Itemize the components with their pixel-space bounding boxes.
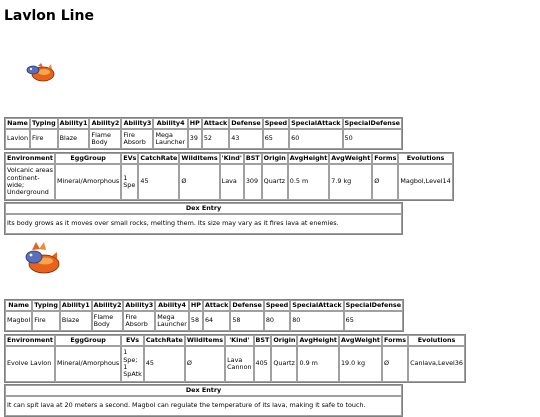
header-special-attack: SpecialAttack [289,118,342,129]
cell-egg-group: Mineral/Amorphous [55,164,121,200]
header-kind: 'Kind' [225,335,253,346]
cell-typing: Fire [30,129,58,149]
stats-header-row [5,300,403,311]
header-bst: BST [254,335,272,346]
stats-table [4,117,403,150]
cell-hp: 58 [189,311,203,331]
details-table [4,334,466,383]
lavlon-sprite-graphic [24,60,56,84]
cell-forms: Ø [382,346,408,382]
magbol-sprite-graphic [22,240,62,276]
header-ability4: Ability4 [155,300,189,311]
header-special-defense: SpecialDefense [344,300,403,311]
cell-avg-weight: 19.0 kg [339,346,382,382]
header-catch-rate: CatchRate [144,335,185,346]
cell-special-defense: 50 [343,129,402,149]
header-evolutions: Evolutions [408,335,465,346]
header-hp: HP [188,118,202,129]
stats-table [4,299,404,332]
header-avg-weight: AvgWeight [329,153,372,164]
header-ability4: Ability4 [153,118,187,129]
header-catch-rate: CatchRate [138,153,179,164]
lavlon-sprite-icon [24,60,56,88]
header-avg-height: AvgHeight [288,153,330,164]
stats-row [5,311,403,331]
details-header-row [5,153,453,164]
cell-wild-items: Ø [185,346,225,382]
cell-speed: 80 [264,311,290,331]
header-avg-height: AvgHeight [297,335,339,346]
cell-special-defense: 65 [344,311,403,331]
header-egg-group: EggGroup [55,153,121,164]
header-ability3: Ability3 [123,300,155,311]
cell-kind: Lava [220,164,244,200]
header-origin: Origin [271,335,297,346]
cell-egg-group: Mineral/Amorphous [55,346,121,382]
header-special-attack: SpecialAttack [290,300,343,311]
header-egg-group: EggGroup [55,335,121,346]
header-ability1: Ability1 [58,118,90,129]
cell-environment: Evolve Lavlon [5,346,55,382]
header-wild-items: WildItems [179,153,219,164]
cell-origin: Quartz [271,346,297,382]
cell-avg-height: 0.5 m [288,164,330,200]
header-ability1: Ability1 [60,300,92,311]
header-typing: Typing [32,300,60,311]
cell-origin: Quartz [262,164,288,200]
header-defense: Defense [229,118,262,129]
header-dex-entry: Dex Entry [5,385,402,396]
cell-catch-rate: 45 [138,164,179,200]
cell-attack: 64 [203,311,230,331]
cell-evs: 1 Spe [121,164,138,200]
header-speed: Speed [264,300,290,311]
cell-typing: Fire [32,311,60,331]
cell-ability2: Flame Body [92,311,124,331]
header-origin: Origin [262,153,288,164]
cell-special-attack: 60 [289,129,342,149]
details-table [4,152,454,201]
cell-dex-entry: It can spit lava at 20 meters a second. Magbol can regulate the temperature of its lava, making it safe to touch. [5,396,402,416]
cell-evolutions: Canlava,Level36 [408,346,465,382]
header-hp: HP [189,300,203,311]
magbol-sprite-icon [22,240,62,280]
dex-row [5,396,402,416]
cell-bst: 309 [244,164,262,200]
header-ability2: Ability2 [89,118,121,129]
header-avg-weight: AvgWeight [339,335,382,346]
cell-bst: 405 [254,346,272,382]
cell-special-attack: 80 [290,311,343,331]
pokemon-entry-magbol [4,299,463,417]
header-typing: Typing [30,118,58,129]
header-attack: Attack [203,300,230,311]
header-evs: EVs [121,335,144,346]
header-kind: 'Kind' [220,153,244,164]
stats-header-row [5,118,402,129]
details-header-row [5,335,465,346]
cell-ability4: Mega Launcher [153,129,187,149]
cell-defense: 58 [230,311,263,331]
header-forms: Forms [382,335,408,346]
cell-name: Magbol [5,311,32,331]
cell-catch-rate: 45 [144,346,185,382]
details-row [5,346,465,382]
dex-header-row [5,203,402,214]
cell-ability1: Blaze [60,311,92,331]
stats-row [5,129,402,149]
cell-speed: 65 [263,129,289,149]
header-environment: Environment [5,335,55,346]
header-forms: Forms [372,153,398,164]
cell-dex-entry: Its body grows as it moves over small rocks, melting them. Its size may vary as it fires lava at enemies. [5,214,402,234]
cell-environment: Volcanic areas continent-wide; Underground [5,164,55,200]
cell-defense: 43 [229,129,262,149]
cell-evs: 1 Spe; 1 SpAtk [121,346,144,382]
dex-header-row [5,385,402,396]
cell-wild-items: Ø [179,164,219,200]
header-special-defense: SpecialDefense [343,118,402,129]
dex-entry-table [4,384,403,417]
header-name: Name [5,118,30,129]
header-ability3: Ability3 [121,118,153,129]
page-title: Lavlon Line [4,8,94,24]
header-defense: Defense [230,300,263,311]
header-name: Name [5,300,32,311]
header-dex-entry: Dex Entry [5,203,402,214]
cell-name: Lavlon [5,129,30,149]
header-environment: Environment [5,153,55,164]
cell-forms: Ø [372,164,398,200]
details-row [5,164,453,200]
header-evs: EVs [121,153,138,164]
header-ability2: Ability2 [92,300,124,311]
header-bst: BST [244,153,262,164]
cell-evolutions: Magbol,Level14 [398,164,452,200]
header-speed: Speed [263,118,289,129]
cell-attack: 52 [202,129,229,149]
pokemon-entry-lavlon [4,117,451,235]
header-attack: Attack [202,118,229,129]
cell-ability3: Fire Absorb [121,129,153,149]
cell-avg-weight: 7.9 kg [329,164,372,200]
dex-entry-table [4,202,403,235]
cell-avg-height: 0.9 m [297,346,339,382]
cell-ability1: Blaze [58,129,90,149]
cell-ability3: Fire Absorb [123,311,155,331]
header-wild-items: WildItems [185,335,225,346]
cell-ability2: Flame Body [89,129,121,149]
header-evolutions: Evolutions [398,153,452,164]
cell-hp: 39 [188,129,202,149]
cell-ability4: Mega Launcher [155,311,189,331]
dex-row [5,214,402,234]
cell-kind: Lava Cannon [225,346,253,382]
